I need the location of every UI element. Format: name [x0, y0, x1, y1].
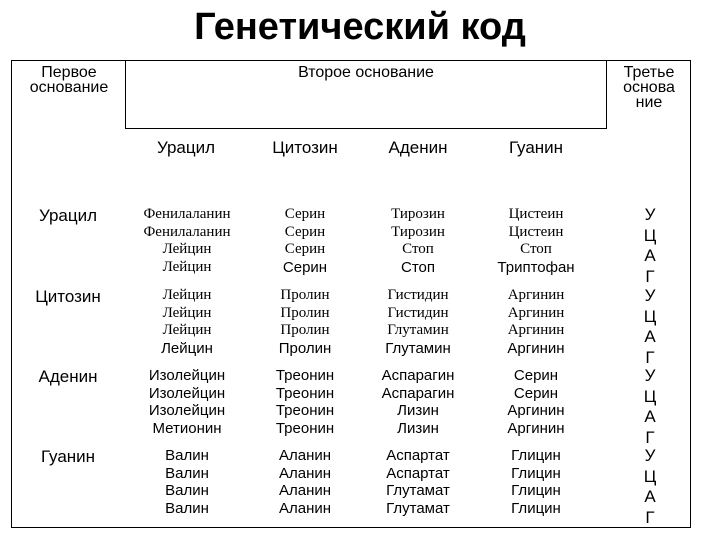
row-header-guanine: Гуанин — [40, 447, 96, 466]
codon-cell-gg: Глицин Глицин Глицин Глицин — [511, 447, 561, 517]
row-header-adenine: Аденин — [38, 367, 98, 386]
codon-cell-aa: Аспарагин Аспарагин Лизин Лизин — [381, 367, 455, 437]
column-header-uracil: Урацил — [156, 138, 216, 157]
codon-cell-cc: Пролин Пролин Пролин Пролин — [278, 287, 332, 357]
third-base-letters-guanine: У Ц А Г — [643, 446, 657, 527]
codon-cell-cg: Аргинин Аргинин Аргинин Аргинин — [507, 287, 565, 357]
second-base-underline — [125, 128, 607, 129]
codon-cell-ua: Тирозин Тирозин Стоп Стоп — [391, 206, 445, 276]
column-header-guanine: Гуанин — [508, 138, 564, 157]
codon-cell-ag: Серин Серин Аргинин Аргинин — [507, 367, 565, 437]
codon-cell-ug: Цистеин Цистеин Стоп Триптофан — [497, 206, 575, 276]
column-header-adenine: Аденин — [388, 138, 448, 157]
row-header-uracil: Урацил — [38, 206, 98, 225]
codon-cell-gc: Аланин Аланин Аланин Аланин — [278, 447, 332, 517]
third-base-divider — [606, 60, 607, 128]
codon-cell-au: Изолейцин Изолейцин Изолейцин Метионин — [148, 367, 226, 437]
third-base-letters-uracil: У Ц А Г — [643, 205, 657, 286]
first-base-header: Первое основание — [29, 64, 109, 96]
third-base-letters-adenine: У Ц А Г — [643, 366, 657, 447]
third-base-header: Третье основа ние — [623, 64, 675, 111]
third-base-letters-cytosine: У Ц А Г — [643, 286, 657, 367]
codon-cell-ca: Гистидин Гистидин Глутамин Глутамин — [385, 287, 451, 357]
codon-cell-ac: Треонин Треонин Треонин Треонин — [275, 367, 335, 437]
codon-cell-uu: Фенилаланин Фенилаланин Лейцин Лейцин — [143, 206, 231, 275]
codon-cell-ga: Аспартат Аспартат Глутамат Глутамат — [386, 447, 450, 517]
page-title: Генетический код — [194, 6, 526, 48]
row-header-cytosine: Цитозин — [35, 287, 101, 306]
codon-cell-uc: Серин Серин Серин Серин — [282, 206, 328, 276]
column-header-cytosine: Цитозин — [272, 138, 338, 157]
codon-cell-gu: Валин Валин Валин Валин — [165, 447, 209, 517]
second-base-header: Второе основание — [298, 64, 434, 81]
codon-cell-cu: Лейцин Лейцин Лейцин Лейцин — [161, 287, 213, 357]
